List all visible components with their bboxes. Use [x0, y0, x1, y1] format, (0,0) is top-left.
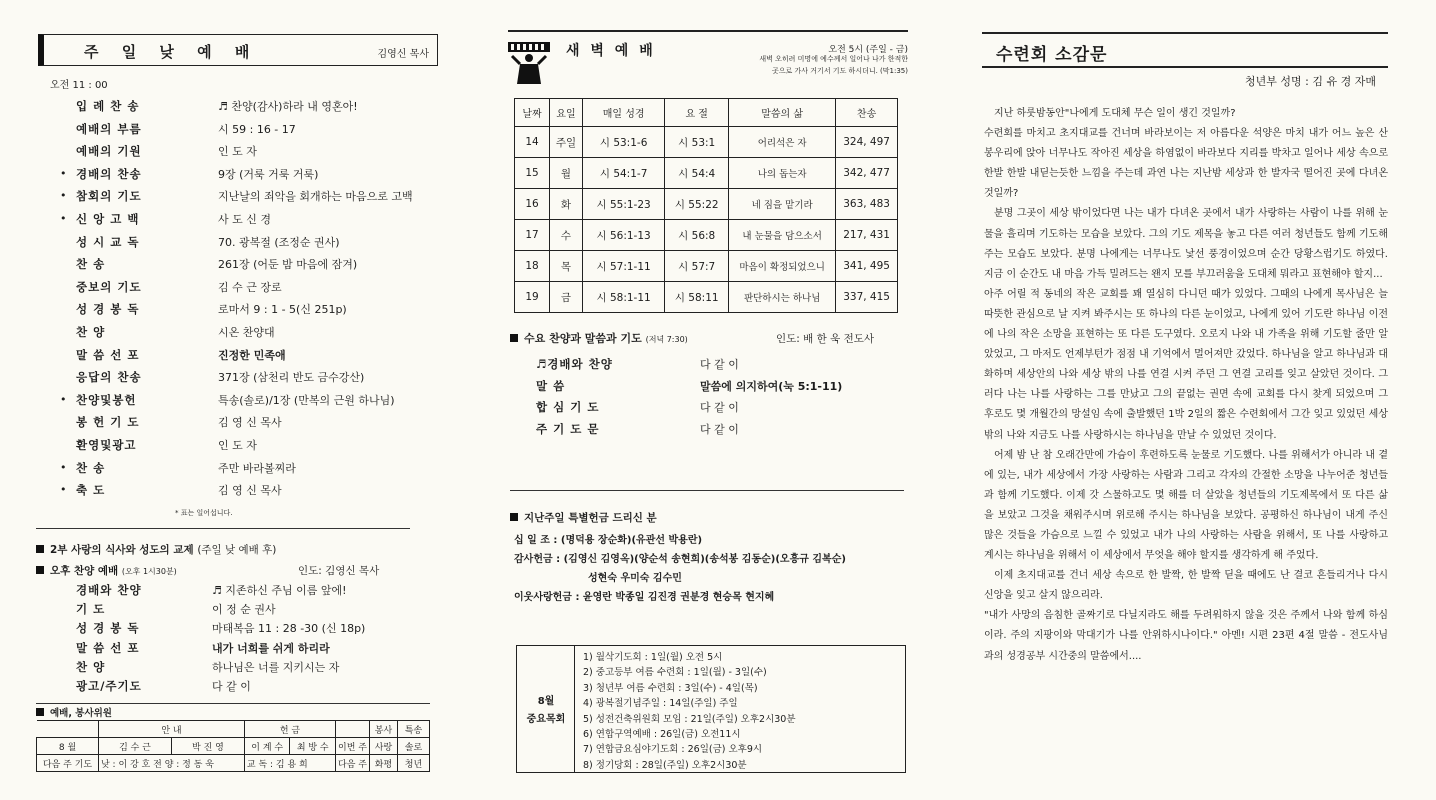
sunday-order-item	[60, 211, 440, 233]
dawn-row	[515, 158, 898, 189]
order-label: 봉 헌 기 도	[76, 415, 140, 430]
standing-marker: •	[60, 392, 67, 406]
duty-cell: 청년	[398, 755, 430, 772]
divider	[36, 703, 430, 704]
dawn-row	[515, 251, 898, 282]
order-label: 성 경 봉 독	[76, 621, 140, 636]
part2-heading-note: (주일 낮 예배 후)	[197, 544, 277, 556]
sunday-order-item	[60, 347, 440, 369]
events-label	[517, 646, 575, 772]
duty-table	[36, 720, 430, 772]
order-value: 김 수 근 장로	[218, 280, 282, 294]
order-label: 주 기 도 문	[536, 421, 600, 436]
duty-header-cell: 특송	[398, 721, 430, 738]
dawn-cell: 어리석은 자	[729, 127, 836, 158]
offerings-heading-text: 지난주일 특별헌금 드리신 분	[524, 512, 657, 524]
wednesday-heading	[510, 330, 688, 346]
order-value: 70. 광복절 (조정순 권사)	[218, 235, 340, 249]
essay-paragraph: 어제 밤 난 참 오래간만에 가슴이 후련하도록 눈물로 기도했다. 나를 위해서가 아니라 내 곁에 있는, 내가 세상에서 가장 사랑하는 사람과 그리고 각자의 간절한 소망을 나누어준 청년들과 함께 기도했다. 이제 갓 스물하고도 몇 해를 더 살았을 청년들의 기도제목에서 또 다른 삶을 보았고 그것을 채워주시며 위로해 주시는 하나님을 보았다. 공평하신 하나님이 내게 주신 많은 것들을 가슴으로 느낄 수 있었고 내가 나의 사랑하는 사람을 위해서, 또 나를 사랑하고 계시는 하나님을 위해서 이 세상에서 무엇을 해야 할지를 생각하게 해 주었다.	[984, 449, 1388, 562]
dawn-cell: 324, 497	[836, 127, 898, 158]
duty-header-cell: 헌 금	[244, 721, 335, 738]
order-label: 말 씀 선 포	[76, 640, 140, 655]
afternoon-heading-text: 오후 찬양 예배	[50, 565, 119, 577]
order-value: ♬ 지존하신 주님 이름 앞에!	[212, 584, 347, 597]
dawn-header-cell: 날짜	[515, 99, 550, 127]
essay-author: 청년부 성명 : 김 유 경 자매	[1245, 75, 1376, 88]
order-value: 주만 바라볼찌라	[218, 461, 296, 475]
order-label: 중보의 기도	[76, 279, 142, 294]
duty-cell: 화평	[370, 755, 398, 772]
square-bullet-icon	[510, 513, 518, 521]
offering-line: 십 일 조 : (명덕용 장순화)(유관선 박용란)	[514, 535, 703, 546]
order-label: 찬 송	[76, 257, 106, 272]
duty-cell	[99, 755, 245, 772]
standing-note: * 표는 일어섭니다.	[175, 509, 233, 517]
order-value: 261장 (어둔 밤 마음에 잠겨)	[218, 258, 358, 272]
standing-marker: •	[60, 212, 67, 225]
dawn-cell: 네 짐을 맡기라	[729, 189, 836, 220]
wednesday-heading-time: (저녁 7:30)	[645, 335, 688, 344]
square-bullet-icon	[510, 334, 518, 342]
dawn-table-body	[515, 127, 898, 313]
dawn-cell: 시 56:8	[665, 220, 729, 251]
order-label: 찬 양	[76, 325, 106, 339]
offering-line: 성현숙 우미숙 김수민	[588, 573, 682, 584]
essay-paragraph: 아주 어릴 적 동네의 작은 교회를 꽤 열심히 다니던 때가 있었다. 그때의 나에게 목사님은 늘 따뜻한 관심으로 날 지켜 봐주시는 또 하나의 다른 눈이었고, 나에게 있어 기도란 하나님 이전에 나의 작은 소망을 표현하는 또 다른 도구였다. 오로지 나와 내 가족을 위해 기도할 줄만 알았었고, 그 마저도 언제부턴가 점점 내 기억에서 멀어져만 갔었다. 하나님을 알고 하나님과 대화하며 세상안의 나와 세상 밖의 나를 연결 시켜 주던 그 연결 고리를 잊고 살았던 것이다. 그러다 나는 나를 사랑하는 그를 만났고 그의 끝없는 권면 속에 교회를 다시 찾게 되었으며 그 후로도 몇 개월간의 망설임 속에 출발했던 1박 2일의 짧은 수련회에서 그간 잊고 있었던 세상 밖의 나와 지금도 나를 사랑하시는 하나님을 만날 수 있었던 것이다.	[984, 288, 1388, 441]
order-label: 경배의 찬송	[76, 166, 142, 181]
duty-cell: 이번 주	[336, 738, 370, 755]
order-value: 말씀에 의지하여(눅 5:1-11)	[700, 379, 843, 393]
dawn-cell: 시 53:1	[665, 127, 729, 158]
sunday-order-item	[60, 392, 440, 414]
order-label: 말 씀	[536, 378, 566, 393]
sunday-order-item	[60, 301, 440, 323]
dawn-verse-line2: 곳으로 가사 거기서 기도 하시더니. (막1:35)	[772, 67, 908, 75]
order-value: 특송(솔로)/1장 (만복의 근원 하나님)	[218, 393, 395, 407]
duty-heading	[36, 705, 112, 719]
afternoon-heading-time: (오후 1시30분)	[121, 567, 177, 576]
divider	[982, 66, 1388, 68]
order-label: 참회의 기도	[76, 189, 142, 204]
order-value: ♬ 찬양(감사)하라 내 영혼아!	[218, 100, 358, 113]
offering-line: 이웃사랑헌금 : 윤영란 박종일 김진경 권분경 현승목 현지혜	[514, 592, 775, 603]
duty-heading-text: 예배, 봉사위원	[50, 708, 112, 719]
sunday-order-item	[60, 324, 440, 346]
essay-paragraph: 지난 하룻밤동안"나에게 도대체 무슨 일이 생긴 것일까?	[994, 108, 1236, 119]
duty-cell: 이 계 수	[244, 738, 290, 755]
order-value: 내가 너희를 쉬게 하리라	[212, 641, 330, 655]
duty-cell-text: 낮 : 이 강 호	[101, 759, 151, 770]
event-item: 8) 정기당회 : 28일(주일) 오후2시30분	[583, 759, 747, 771]
dawn-cell: 내 눈물을 담으소서	[729, 220, 836, 251]
sunday-order-item	[60, 166, 440, 188]
order-label: 경배와 찬양	[76, 583, 142, 597]
order-value: 진정한 민족애	[218, 348, 286, 362]
order-value: 지난날의 죄악을 회개하는 마음으로 고백	[218, 190, 413, 204]
order-value: 로마서 9 : 1 - 5(신 251p)	[218, 303, 347, 317]
dawn-cell: 337, 415	[836, 282, 898, 313]
dawn-cell: 363, 483	[836, 189, 898, 220]
order-value: 인 도 자	[218, 145, 257, 159]
dawn-cell: 16	[515, 189, 550, 220]
dawn-cell: 시 53:1-6	[582, 127, 664, 158]
events-label-month: 8월	[537, 696, 555, 707]
sunday-order-item	[60, 188, 440, 210]
dawn-schedule-table	[514, 98, 898, 313]
duty-cell: 다음 주	[336, 755, 370, 772]
order-label: 예배의 기원	[76, 144, 142, 159]
dawn-row	[515, 220, 898, 251]
order-value: 김 영 신 목사	[218, 484, 282, 498]
right-panel	[958, 0, 1436, 800]
order-label: 성 경 봉 독	[76, 302, 140, 317]
order-label: 성 시 교 독	[76, 234, 140, 249]
dawn-row	[515, 189, 898, 220]
standing-marker: •	[60, 166, 67, 180]
essay-body	[984, 104, 1388, 667]
duty-header-cell: 안 내	[99, 721, 245, 738]
events-label-title: 중요목회	[526, 714, 566, 725]
dawn-cell: 341, 495	[836, 251, 898, 282]
afternoon-lead: 인도: 김영신 목사	[298, 565, 380, 577]
order-value: 다 같 이	[700, 401, 739, 414]
order-label: 찬 양	[76, 659, 106, 674]
dawn-cell: 시 58:1-11	[582, 282, 664, 313]
dawn-cell: 시 55:22	[665, 189, 729, 220]
wednesday-order-item	[536, 399, 916, 420]
duty-cell: 교 독 : 김 용 희	[244, 755, 335, 772]
dawn-cell: 14	[515, 127, 550, 158]
afternoon-order-item	[76, 640, 436, 660]
dawn-cell: 15	[515, 158, 550, 189]
sunday-order-item	[60, 460, 440, 482]
dawn-cell: 19	[515, 282, 550, 313]
dawn-cell: 342, 477	[836, 158, 898, 189]
event-item: 5) 성전건축위원회 모임 : 21일(주일) 오후2시30분	[583, 713, 796, 725]
essay-paragraph: "내가 사망의 음침한 골짜기로 다닐지라도 해를 두려워하지 않을 것은 주께서 나와 함께 하심이라. 주의 지팡이와 막대기가 나를 안위하시나이다." 아멘! 시편 23편 4절 말씀 - 전도사님과의 성경공부 시간중의 말씀에서....	[984, 610, 1388, 662]
offering-line: 감사헌금 : (김영신 김영옥)(양순석 송현희)(송석봉 김동순)(오흥규 김복순)	[514, 554, 846, 565]
order-value: 다 같 이	[700, 358, 739, 371]
order-label: 예배의 부름	[76, 121, 142, 136]
standing-marker: •	[60, 189, 67, 203]
duty-cell: 김 수 근	[99, 738, 172, 755]
sunday-service-header	[38, 34, 438, 66]
dawn-cell: 금	[550, 282, 583, 313]
duty-row	[37, 755, 430, 772]
duty-header-cell	[336, 721, 370, 738]
dawn-verse-line1: 새벽 오히려 미명에 예수께서 일어나 나가 한적한	[759, 55, 908, 63]
left-panel	[0, 0, 478, 800]
order-label: 신 앙 고 백	[76, 212, 140, 226]
order-value: 다 같 이	[700, 422, 739, 436]
sunday-service-time: 오전 11 : 00	[50, 80, 108, 91]
duty-cell: 최 방 수	[290, 738, 336, 755]
dawn-header-cell: 말씀의 삶	[729, 99, 836, 127]
order-label: 기 도	[76, 602, 106, 617]
essay-paragraph: 수련회를 마치고 초지대교를 건너며 바라보이는 저 아름다운 석양은 마치 내가 어느 높은 산봉우리에 앉아 너무나도 작아진 세상을 하염없이 바라보다 지리를 박차고 일어나 세상 속으로 한발 한발 내딛는듯한 느낌을 주는데 과연 나는 지난밤 세상과 한 발자국 떨어진 곳에 다녀온 것일까?	[984, 128, 1388, 200]
dawn-cell: 시 58:11	[665, 282, 729, 313]
order-label: 환영및광고	[76, 438, 137, 452]
standing-marker: •	[60, 483, 67, 497]
afternoon-order-item	[76, 582, 436, 602]
essay-paragraph: 분명 그곳이 세상 밖이었다면 나는 내가 다녀온 곳에서 내가 사랑하는 사람이 나를 위해 눈물을 흘리며 기도하는 모습을 보았다. 그의 기도 제목을 놓고 다른 여러 청년들도 함께 기도해 주는 모습도 보았다. 분명 나에게는 너무나도 낯선 풍경이었으며 순간 당황스럽기도 하였다. 지금 이 순간도 내 마음 가득 밀려드는 왠지 모를 부끄러움을 도대체 뭐라고 표현해야 할지...	[984, 208, 1388, 280]
sunday-order-item	[60, 143, 440, 165]
order-value: 마태복음 11 : 28 -30 (신 18p)	[212, 622, 366, 636]
order-value: 시 59 : 16 - 17	[218, 122, 296, 136]
dawn-header-cell: 찬송	[836, 99, 898, 127]
dawn-cell: 시 57:1-11	[582, 251, 664, 282]
order-value: 다 같 이	[212, 680, 251, 693]
dawn-cell: 18	[515, 251, 550, 282]
dawn-row	[515, 282, 898, 313]
square-bullet-icon	[36, 566, 44, 574]
dawn-cell: 시 54:1-7	[582, 158, 664, 189]
afternoon-heading	[36, 563, 416, 578]
order-value: 사 도 신 경	[218, 213, 271, 226]
sunday-order-item	[60, 98, 440, 120]
duty-header-cell: 봉사	[370, 721, 398, 738]
wednesday-order-item	[536, 378, 916, 399]
dawn-cell: 화	[550, 189, 583, 220]
part2-heading-text: 2부 사랑의 식사와 성도의 교제	[50, 544, 194, 556]
standing-marker: •	[60, 460, 67, 474]
order-value: 9장 (거룩 거룩 거룩)	[218, 167, 319, 181]
dawn-cell: 시 57:7	[665, 251, 729, 282]
duty-header-row	[37, 721, 430, 738]
wednesday-order-item	[536, 421, 916, 442]
dawn-cell: 나의 돕는자	[729, 158, 836, 189]
sunday-order-item	[60, 121, 440, 143]
order-label: 응답의 찬송	[76, 370, 142, 385]
sunday-order-item	[60, 437, 440, 459]
duty-cell: 솔로	[398, 738, 430, 755]
duty-cell: 다음 주 기도	[37, 755, 99, 772]
dawn-cell: 시 54:4	[665, 158, 729, 189]
dawn-cell: 마음이 확정되었으니	[729, 251, 836, 282]
square-bullet-icon	[36, 545, 44, 553]
order-value: 하나님은 너를 지키시는 자	[212, 660, 340, 674]
order-label: ♬경배와 찬양	[536, 357, 613, 371]
dawn-cell: 월	[550, 158, 583, 189]
sunday-order-item	[60, 482, 440, 504]
dawn-cell: 판단하시는 하나님	[729, 282, 836, 313]
dawn-service-time: 오전 5시 (주일 - 금)	[828, 45, 908, 55]
afternoon-order-item	[76, 620, 436, 640]
sunday-order-item	[60, 414, 440, 436]
middle-panel	[478, 0, 958, 800]
duty-cell-text: 전 양 : 정 동 욱	[153, 759, 214, 770]
august-events-box	[516, 645, 906, 773]
order-label: 축 도	[76, 483, 106, 498]
order-label: 말 씀 선 포	[76, 347, 140, 362]
dawn-cell: 주일	[550, 127, 583, 158]
divider	[36, 528, 410, 529]
order-value: 김 영 신 목사	[218, 416, 282, 430]
offerings-heading	[510, 510, 657, 525]
divider	[510, 490, 904, 491]
dawn-header-cell: 요 절	[665, 99, 729, 127]
dawn-cell: 17	[515, 220, 550, 251]
duty-cell: 박 진 영	[171, 738, 244, 755]
event-item: 3) 청년부 여름 수련회 : 3일(수) - 4일(목)	[583, 682, 758, 694]
part2-heading	[36, 542, 276, 557]
order-value: 371장 (삼천리 반도 금수강산)	[218, 371, 365, 385]
sunday-order-item	[60, 279, 440, 301]
dawn-cell: 수	[550, 220, 583, 251]
order-label: 찬양및봉헌	[76, 392, 137, 407]
wednesday-lead: 인도: 배 한 욱 전도사	[776, 333, 875, 345]
dawn-header-row	[515, 99, 898, 127]
wednesday-heading-text: 수요 찬양과 말씀과 기도	[524, 332, 642, 345]
dawn-cell: 목	[550, 251, 583, 282]
dawn-header-cell: 요일	[550, 99, 583, 127]
event-item: 4) 광복절기념주일 : 14일(주일) 주일	[583, 698, 738, 710]
dawn-cell: 시 55:1-23	[582, 189, 664, 220]
event-item: 6) 연합구역예배 : 26일(금) 오전11시	[583, 729, 741, 740]
event-item: 1) 월삭기도회 : 1일(월) 오전 5시	[583, 652, 723, 663]
event-item: 7) 연합금요심야기도회 : 26일(금) 오후9시	[583, 744, 763, 756]
order-label: 입 례 찬 송	[76, 99, 140, 113]
praying-figure-icon	[508, 42, 550, 86]
dawn-cell: 시 56:1-13	[582, 220, 664, 251]
afternoon-order-item	[76, 678, 436, 698]
sunday-order-item	[60, 256, 440, 278]
afternoon-order-item	[76, 659, 436, 679]
order-label: 찬 송	[76, 460, 106, 475]
order-label: 광고/주기도	[76, 679, 142, 693]
sunday-order-item	[60, 369, 440, 391]
order-value: 시온 찬양대	[218, 326, 275, 339]
essay-paragraph: 이제 초지대교를 건너 세상 속으로 한 발짝, 한 발짝 딛을 때에도 난 결코 흔들리거나 다시 신앙을 잊고 살지 않으리라.	[984, 570, 1388, 602]
sunday-service-pastor: 김영신 목사	[377, 49, 429, 60]
divider	[982, 32, 1388, 34]
order-value: 이 정 순 권사	[212, 603, 276, 617]
duty-cell: 사랑	[370, 738, 398, 755]
dawn-header-cell: 매일 성경	[582, 99, 664, 127]
square-bullet-icon	[36, 708, 44, 716]
dawn-row	[515, 127, 898, 158]
dawn-cell: 217, 431	[836, 220, 898, 251]
duty-cell: 8 월	[37, 738, 99, 755]
afternoon-order-item	[76, 601, 436, 621]
sunday-service-title: 주 일 낮 예 배	[84, 43, 259, 61]
duty-row	[37, 738, 430, 755]
order-label: 합 심 기 도	[536, 400, 600, 414]
wednesday-order-item	[536, 356, 916, 377]
duty-header-cell	[37, 721, 99, 738]
dawn-service-title: 새 벽 예 배	[566, 43, 656, 59]
order-value: 인 도 자	[218, 439, 257, 452]
essay-title: 수련회 소감문	[996, 45, 1108, 65]
sunday-order-item	[60, 234, 440, 256]
event-item: 2) 중고등부 여름 수련회 : 1일(월) - 3일(수)	[583, 667, 767, 679]
